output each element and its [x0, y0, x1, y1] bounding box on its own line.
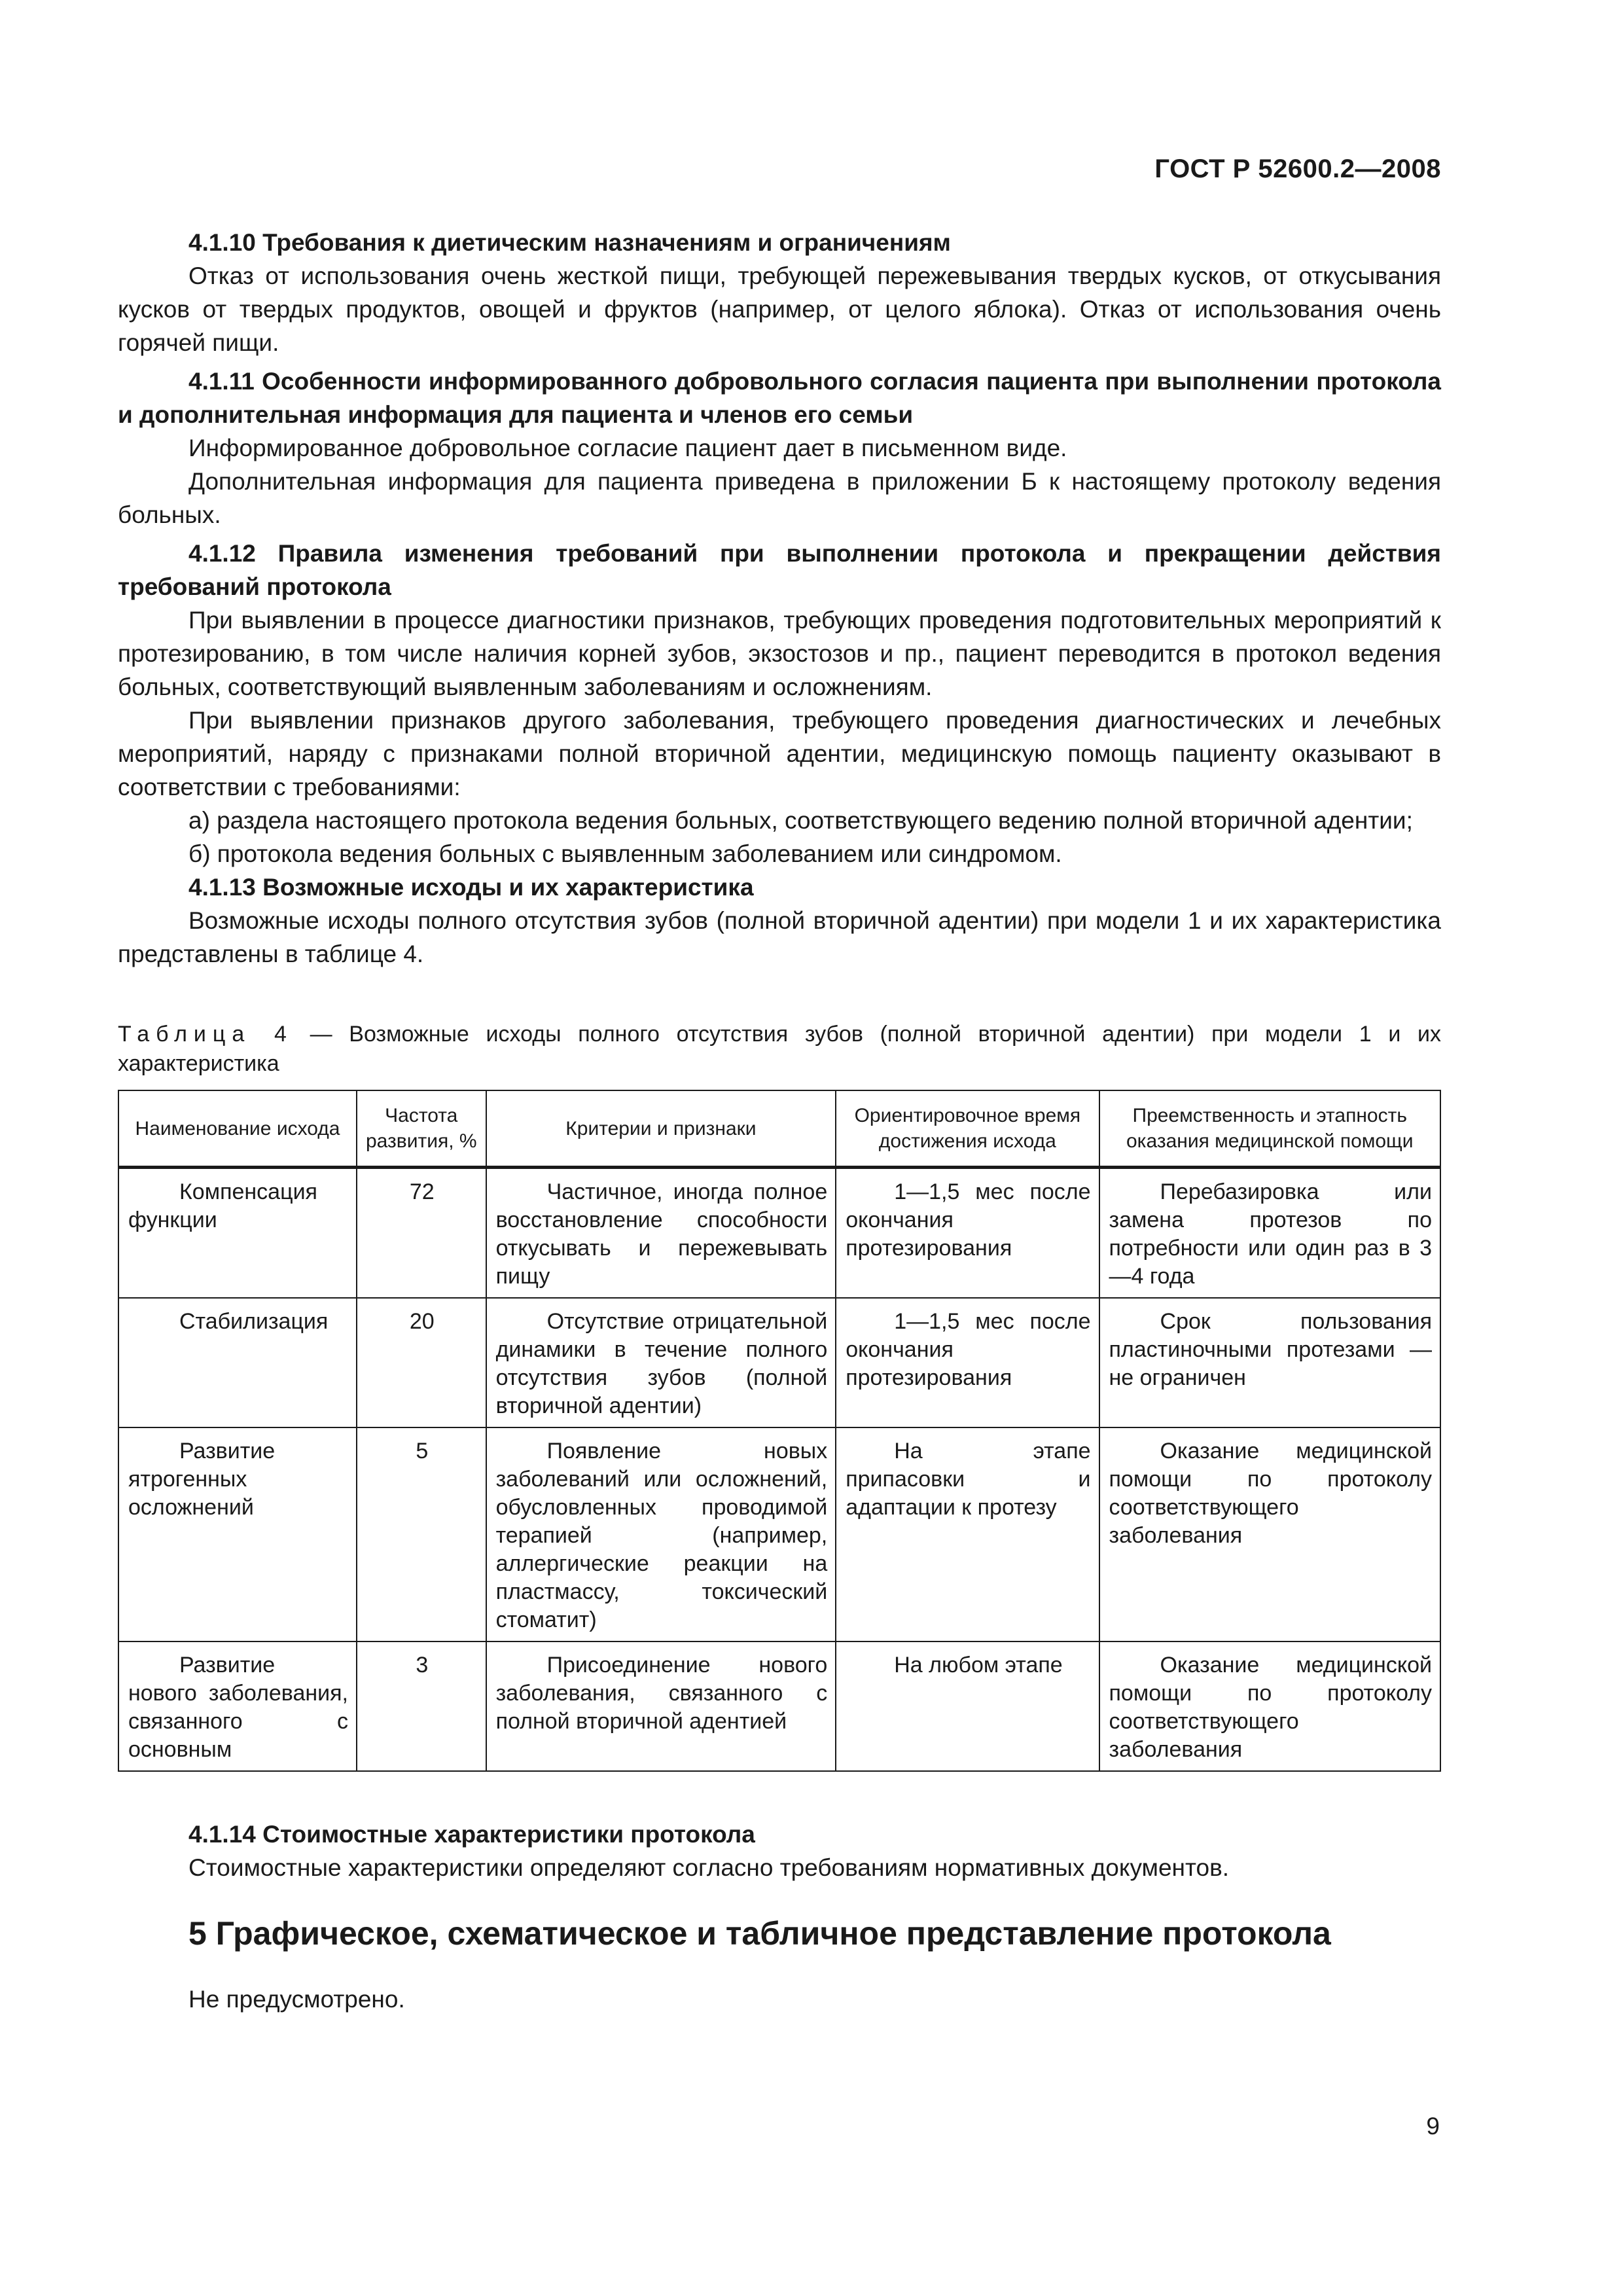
header-criteria: Критерии и признаки: [486, 1090, 836, 1168]
section-4-1-12-item-b: б) протокола ведения больных с выявленным заболеванием или синдромом.: [188, 840, 1062, 867]
table-row: [118, 1298, 1440, 1427]
section-4-1-10-title: 4.1.10 Требования к диетическим назначениям и ограничениям: [188, 229, 951, 256]
section-5-text: Не предусмотрено.: [188, 1986, 405, 2013]
cell-frequency: 72: [357, 1168, 486, 1299]
cell-criteria: Отсутствие отрицательной динамики в течение полного отсутствия зубов (полной вторичной адентии): [486, 1298, 836, 1427]
section-4-1-13-title: 4.1.13 Возможные исходы и их характеристика: [188, 874, 754, 901]
section-5-title: 5 Графическое, схематическое и табличное представление протокола: [188, 1915, 1331, 1952]
cell-frequency: 3: [357, 1641, 486, 1771]
cell-continuity: Оказание медицинской помощи по протоколу соответствующего заболевания: [1099, 1427, 1440, 1641]
cell-time: На любом этапе: [836, 1641, 1099, 1771]
section-4-1-11-text-2: Дополнительная информация для пациента приведена в приложении Б к настоящему протоколу ведения больных.: [118, 468, 1441, 528]
cell-criteria: Появление новых заболеваний или осложнений, обусловленных проводимой терапией (например, аллергические реакции на пластмассу, токсический стоматит): [486, 1427, 836, 1641]
section-4-1-12-item-a: а) раздела настоящего протокола ведения больных, соответствующего ведению полной вторичной адентии;: [188, 807, 1413, 834]
section-4-1-11-text-1: Информированное добровольное согласие пациент дает в письменном виде.: [188, 435, 1067, 461]
cell-criteria: Частичное, иногда полное восстановление способности откусывать и пережевывать пищу: [486, 1168, 836, 1299]
header-outcome-name: Наименование исхода: [118, 1090, 357, 1168]
cell-criteria: Присоединение нового заболевания, связанного с полной вторичной адентией: [486, 1641, 836, 1771]
document-id: ГОСТ Р 52600.2—2008: [1154, 154, 1441, 183]
cell-frequency: 5: [357, 1427, 486, 1641]
table-4: [118, 1090, 1441, 1772]
section-4-1-10-text: Отказ от использования очень жесткой пищи, требующей пережевывания твердых кусков, от откусывания кусков от твердых продуктов, овощей и фруктов (например, от целого яблока). Отказ от использования очень горячей пищи.: [118, 262, 1441, 356]
table-4-caption: [118, 1020, 1441, 1079]
cell-time: 1—1,5 мес после окончания протезирования: [836, 1298, 1099, 1427]
header-time: Ориентировочное время достижения исхода: [836, 1090, 1099, 1168]
section-4-1-13-text: Возможные исходы полного отсутствия зубов (полной вторичной адентии) при модели 1 и их характеристика представлены в таблице 4.: [118, 907, 1441, 967]
table-header-row: [118, 1090, 1440, 1168]
table-row: [118, 1168, 1440, 1299]
cell-frequency: 20: [357, 1298, 486, 1427]
section-4-1-14-text: Стоимостные характеристики определяют согласно требованиям нормативных документов.: [188, 1854, 1230, 1881]
section-4-1-12-title: 4.1.12 Правила изменения требований при выполнении протокола и прекращении действия требований протокола: [118, 540, 1441, 600]
cell-outcome: Развитие ятрогенных осложнений: [118, 1427, 357, 1641]
table-row: [118, 1641, 1440, 1771]
table-row: [118, 1427, 1440, 1641]
cell-time: На этапе припасовки и адаптации к протезу: [836, 1427, 1099, 1641]
table-4-caption-text: — Возможные исходы полного отсутствия зубов (полной вторичной адентии) при модели 1 и их характеристика: [118, 1022, 1441, 1076]
header-continuity: Преемственность и этапность оказания медицинской помощи: [1099, 1090, 1440, 1168]
cell-outcome: Стабилизация: [118, 1298, 357, 1427]
section-4-1-12-text-1: При выявлении в процессе диагностики признаков, требующих проведения подготовительных мероприятий к протезированию, в том числе наличия корней зубов, экзостозов и пр., пациент переводится в протокол ведения больных, соответствующий выявленным заболеваниям и осложнениям.: [118, 607, 1441, 700]
page-content: [118, 226, 1441, 2016]
cell-continuity: Оказание медицинской помощи по протоколу соответствующего заболевания: [1099, 1641, 1440, 1771]
cell-continuity: Срок пользования пластиночными протезами — не ограничен: [1099, 1298, 1440, 1427]
cell-time: 1—1,5 мес после окончания протезирования: [836, 1168, 1099, 1299]
table-4-caption-label: Таблица 4: [118, 1022, 293, 1047]
cell-outcome: Развитие нового заболевания, связанного с основным: [118, 1641, 357, 1771]
section-4-1-14-title: 4.1.14 Стоимостные характеристики протокола: [188, 1821, 755, 1848]
cell-continuity: Перебазировка или замена протезов по потребности или один раз в 3—4 года: [1099, 1168, 1440, 1299]
section-4-1-11-title: 4.1.11 Особенности информированного добровольного согласия пациента при выполнении протокола и дополнительная информация для пациента и членов его семьи: [118, 368, 1441, 428]
section-4-1-12-text-2: При выявлении признаков другого заболевания, требующего проведения диагностических и лечебных мероприятий, наряду с признаками полной вторичной адентии, медицинскую помощь пациенту оказывают в соответствии с требованиями:: [118, 707, 1441, 800]
page-number: 9: [1426, 2113, 1440, 2140]
cell-outcome: Компенсация функции: [118, 1168, 357, 1299]
header-frequency: Частота развития, %: [357, 1090, 486, 1168]
